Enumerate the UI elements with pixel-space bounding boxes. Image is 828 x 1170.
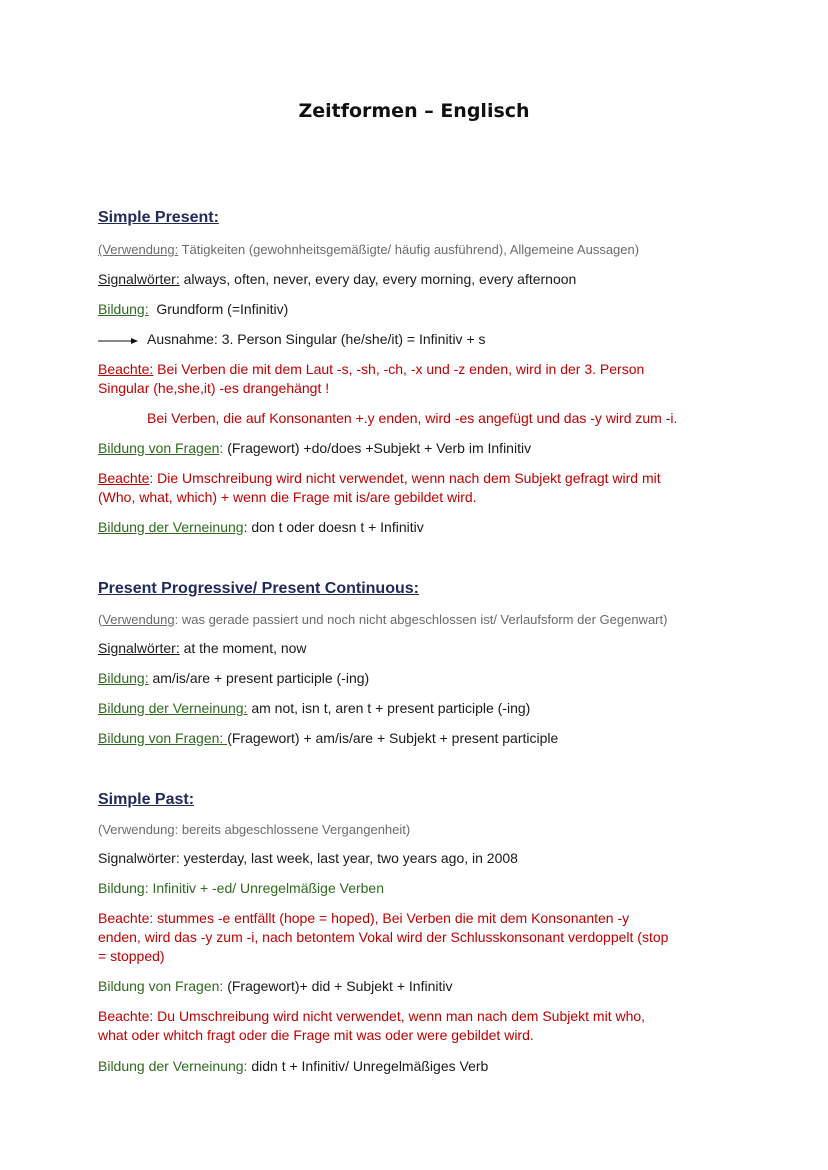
arrow-right-icon xyxy=(98,338,138,344)
verneinung-label: Bildung der Verneinung: xyxy=(98,700,248,716)
simple-past-bildung: Bildung: Infinitiv + -ed/ Unregelmäßige Verben xyxy=(98,880,384,896)
fragen-label: Bildung von Fragen: xyxy=(98,730,228,746)
simple-past-verneinung xyxy=(98,1057,488,1076)
bildung-label: Bildung: xyxy=(98,301,149,317)
verneinung-label: Bildung der Verneinung xyxy=(98,519,244,535)
beachte-label: Beachte: xyxy=(98,361,154,377)
simple-present-verneinung xyxy=(98,518,424,537)
simple-present-verwendung xyxy=(98,240,639,259)
present-progressive-signal xyxy=(98,639,307,658)
verwendung-open: ( xyxy=(98,612,103,627)
simple-present-beachte-1 xyxy=(98,360,644,379)
simple-past-signal: Signalwörter: yesterday, last week, last year, two years ago, in 2008 xyxy=(98,850,518,866)
present-progressive-fragen xyxy=(98,729,558,748)
simple-present-fragen xyxy=(98,439,531,458)
simple-present-ausnahme: Ausnahme: 3. Person Singular (he/she/it) = Infinitiv + s xyxy=(147,331,486,347)
present-progressive-verneinung xyxy=(98,699,530,718)
beachte-text: Bei Verben die mit dem Laut -s, -sh, -ch, -x und -z enden, wird in der 3. Person xyxy=(153,361,645,377)
simple-present-signal xyxy=(98,270,576,289)
simple-present-beachte-1-line3: Bei Verben, die auf Konsonanten +.y enden, wird -es angefügt und das -y wird zum -i. xyxy=(147,410,678,426)
simple-past-verwendung: (Verwendung: bereits abgeschlossene Vergangenheit) xyxy=(98,822,411,837)
fragen-label: Bildung von Fragen: xyxy=(98,978,224,994)
simple-past-beachte-1-line3: = stopped) xyxy=(98,948,165,964)
simple-past-beachte-1-line2: enden, wird das -y zum -i, nach betontem Vokal wird der Schlusskonsonant verdoppelt (stop xyxy=(98,929,669,945)
bildung-text: am/is/are + present participle (-ing) xyxy=(148,670,370,686)
present-progressive-bildung xyxy=(98,669,369,688)
simple-past-beachte-1-line1: Beachte: stummes -e entfällt (hope = hoped), Bei Verben die mit dem Konsonanten -y xyxy=(98,910,630,926)
signal-label: Signalwörter: xyxy=(98,271,180,287)
verneinung-text: am not, isn t, aren t + present participle (-ing) xyxy=(247,700,531,716)
verwendung-label: (Verwendung: xyxy=(98,242,179,257)
fragen-colon: : xyxy=(219,440,224,456)
verwendung-text: Tätigkeiten (gewohnheitsgemäßigte/ häufig ausführend), Allgemeine Aussagen) xyxy=(178,242,640,257)
simple-past-fragen xyxy=(98,977,452,996)
simple-past-beachte-2-line1: Beachte: Du Umschreibung wird nicht verwendet, wenn man nach dem Subjekt mit who, xyxy=(98,1008,646,1024)
signal-text: at the moment, now xyxy=(179,640,307,656)
verwendung-text: : was gerade passiert und noch nicht abgeschlossen ist/ Verlaufsform der Gegenwart) xyxy=(174,612,668,627)
verwendung-label: Verwendung xyxy=(102,612,175,627)
heading-simple-present: Simple Present: xyxy=(98,209,219,226)
signal-label: Signalwörter: xyxy=(98,640,180,656)
fragen-text: (Fragewort) +do/does +Subjekt + Verb im Infinitiv xyxy=(223,440,532,456)
present-progressive-verwendung xyxy=(98,610,667,629)
simple-present-bildung xyxy=(98,300,288,319)
verneinung-text: didn t + Infinitiv/ Unregelmäßiges Verb xyxy=(247,1058,489,1074)
fragen-text: (Fragewort) + am/is/are + Subjekt + present participle xyxy=(227,730,559,746)
beachte-text: : Die Umschreibung wird nicht verwendet, wenn nach dem Subjekt gefragt wird mit xyxy=(149,470,661,486)
fragen-text: (Fragewort)+ did + Subjekt + Infinitiv xyxy=(223,978,453,994)
page-title: Zeitformen – Englisch xyxy=(298,100,530,122)
verneinung-text: : don t oder doesn t + Infinitiv xyxy=(243,519,424,535)
simple-past-beachte-2-line2: what oder whitch fragt oder die Frage mit was oder were gebildet wird. xyxy=(98,1027,534,1043)
signal-text: always, often, never, every day, every morning, every afternoon xyxy=(179,271,577,287)
heading-present-progressive: Present Progressive/ Present Continuous: xyxy=(98,580,419,597)
bildung-text: Grundform (=Infinitiv) xyxy=(148,301,289,317)
heading-simple-past: Simple Past: xyxy=(98,791,195,808)
beachte-label: Beachte xyxy=(98,470,150,486)
verneinung-label: Bildung der Verneinung: xyxy=(98,1058,248,1074)
fragen-label: Bildung von Fragen xyxy=(98,440,220,456)
simple-present-beachte-2 xyxy=(98,469,661,488)
simple-present-beachte-1-line2: Singular (he,she,it) -es drangehängt ! xyxy=(98,380,330,396)
bildung-label: Bildung: xyxy=(98,670,149,686)
simple-present-beachte-2-line2: (Who, what, which) + wenn die Frage mit is/are gebildet wird. xyxy=(98,489,477,505)
